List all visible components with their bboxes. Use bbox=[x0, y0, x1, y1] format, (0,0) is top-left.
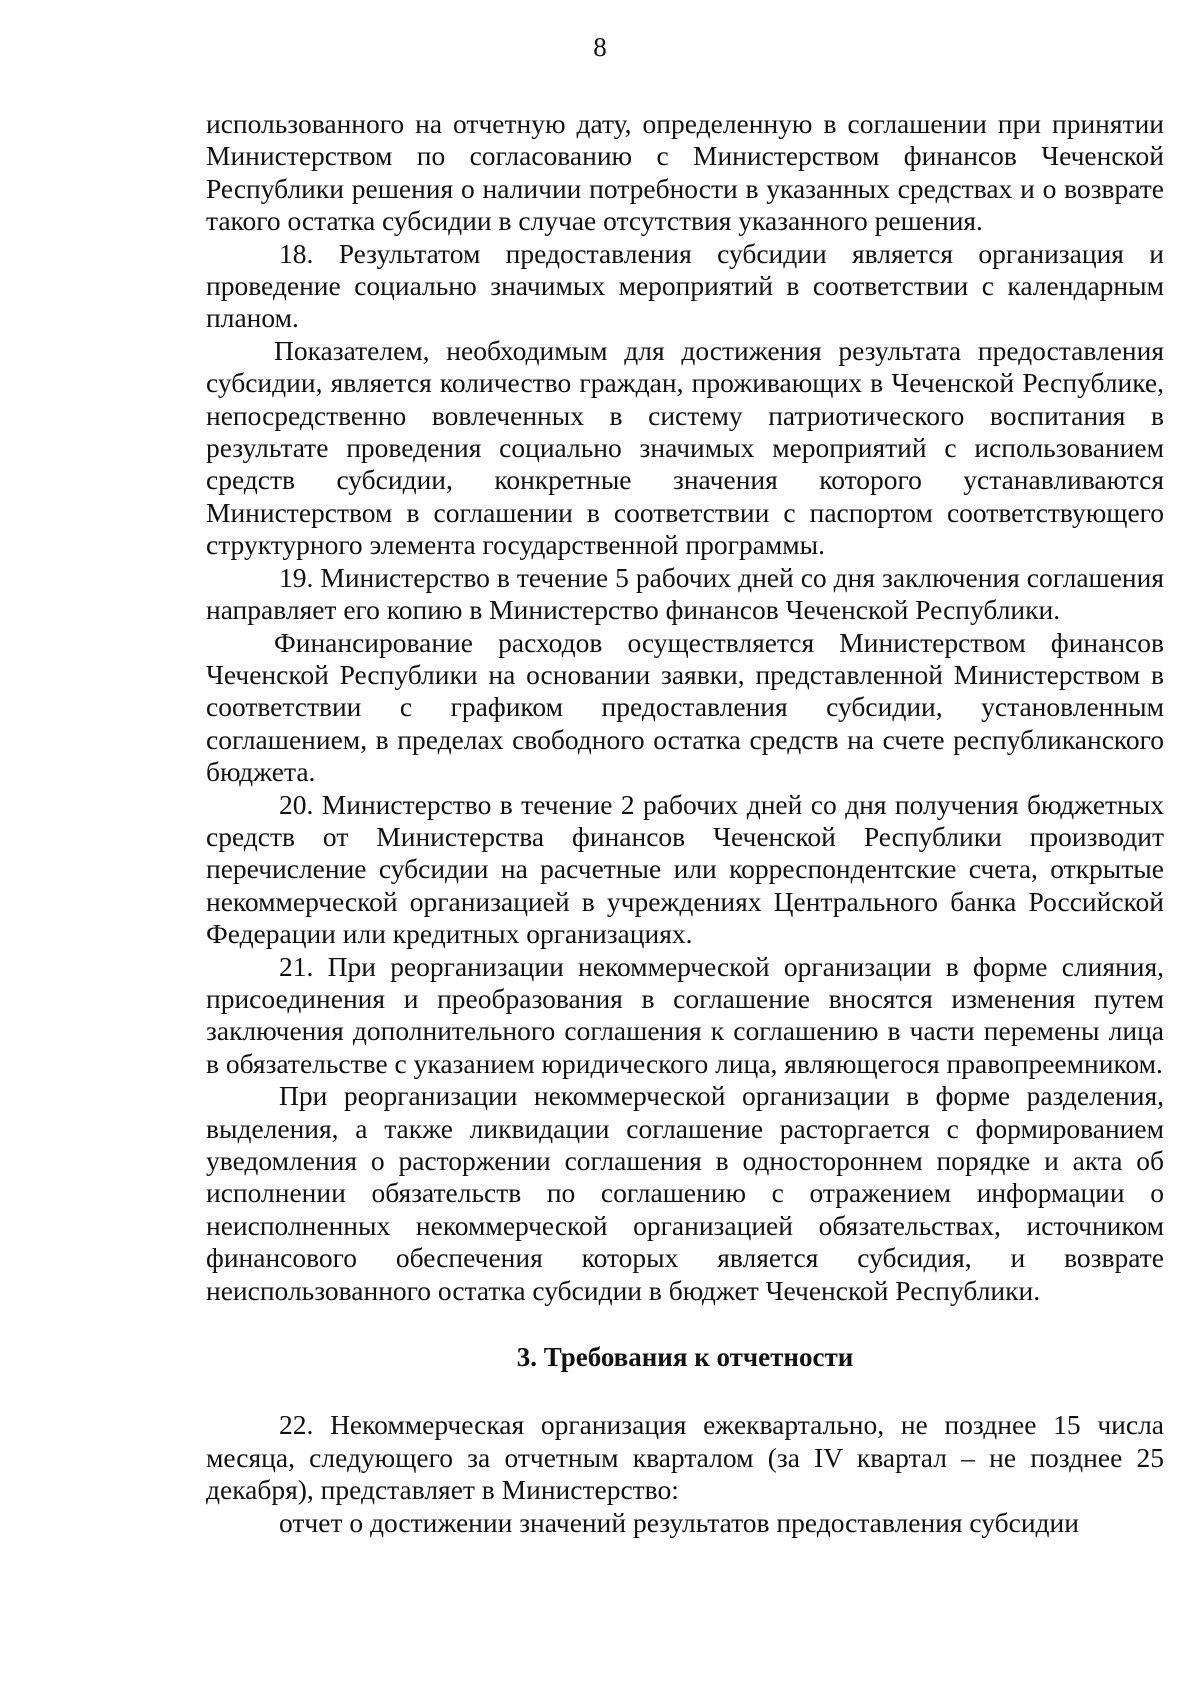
paragraph-20: 20. Министерство в течение 2 рабочих дней со дня получения бюджетных средств от Министерства финансов Чеченской Республики производит перечисление субсидии на расчетные или корреспондентские счета, открытые некоммерческой организацией в учреждениях Центрального банка Российской Федерации или кредитных организациях. bbox=[206, 788, 1164, 950]
paragraph-18: 18. Результатом предоставления субсидии является организация и проведение социально значимых мероприятий в соответствии с календарным планом. bbox=[206, 237, 1164, 334]
document-body bbox=[206, 108, 1164, 1539]
paragraph-19: 19. Министерство в течение 5 рабочих дней со дня заключения соглашения направляет его копию в Министерство финансов Чеченской Республики. bbox=[206, 561, 1164, 626]
paragraph-22-report: отчет о достижении значений результатов предоставления субсидии bbox=[279, 1506, 1079, 1538]
paragraph-21-reorganization: При реорганизации некоммерческой организации в форме разделения, выделения, а также ликвидации соглашение расторгается с формированием уведомления о расторжении соглашения в одностороннем порядке и акта об исполнении обязательств по соглашению с отражением информации о неисполненных некоммерческой организацией обязательствах, источником финансового обеспечения которых является субсидия, и возврате неиспользованного остатка субсидии в бюджет Чеченской Республики. bbox=[206, 1080, 1164, 1306]
paragraph-18-indicator: Показателем, необходимым для достижения результата предоставления субсидии, является количество граждан, проживающих в Чеченской Республике, непосредственно вовлеченных в систему патриотического воспитания в результате проведения социально значимых мероприятий с использованием средств субсидии, конкретные значения которого устанавливаются Министерством в соглашении в соответствии с паспортом соответствующего структурного элемента государственной программы. bbox=[206, 334, 1164, 561]
page-number: 8 bbox=[593, 32, 607, 62]
paragraph-22: 22. Некоммерческая организация ежеквартально, не позднее 15 числа месяца, следующего за отчетным кварталом (за IV квартал – не позднее 25 декабря), представляет в Министерство: bbox=[206, 1409, 1164, 1506]
paragraph-19-financing: Финансирование расходов осуществляется Министерством финансов Чеченской Республики на основании заявки, представленной Министерством в соответствии с графиком предоставления субсидии, установленным соглашением, в пределах свободного остатка средств на счете республиканского бюджета. bbox=[206, 626, 1164, 788]
paragraph-continuation: использованного на отчетную дату, определенную в соглашении при принятии Министерством по согласованию с Министерством финансов Чеченской Республики решения о наличии потребности в указанных средствах и о возврате такого остатка субсидии в случае отсутствия указанного решения. bbox=[206, 108, 1164, 237]
paragraph-21: 21. При реорганизации некоммерческой организации в форме слияния, присоединения и преобразования в соглашение вносятся изменения путем заключения дополнительного соглашения к соглашению в части перемены лица в обязательстве с указанием юридического лица, являющегося правопреемником. bbox=[206, 950, 1164, 1079]
section-heading: 3. Требования к отчетности bbox=[516, 1342, 854, 1373]
